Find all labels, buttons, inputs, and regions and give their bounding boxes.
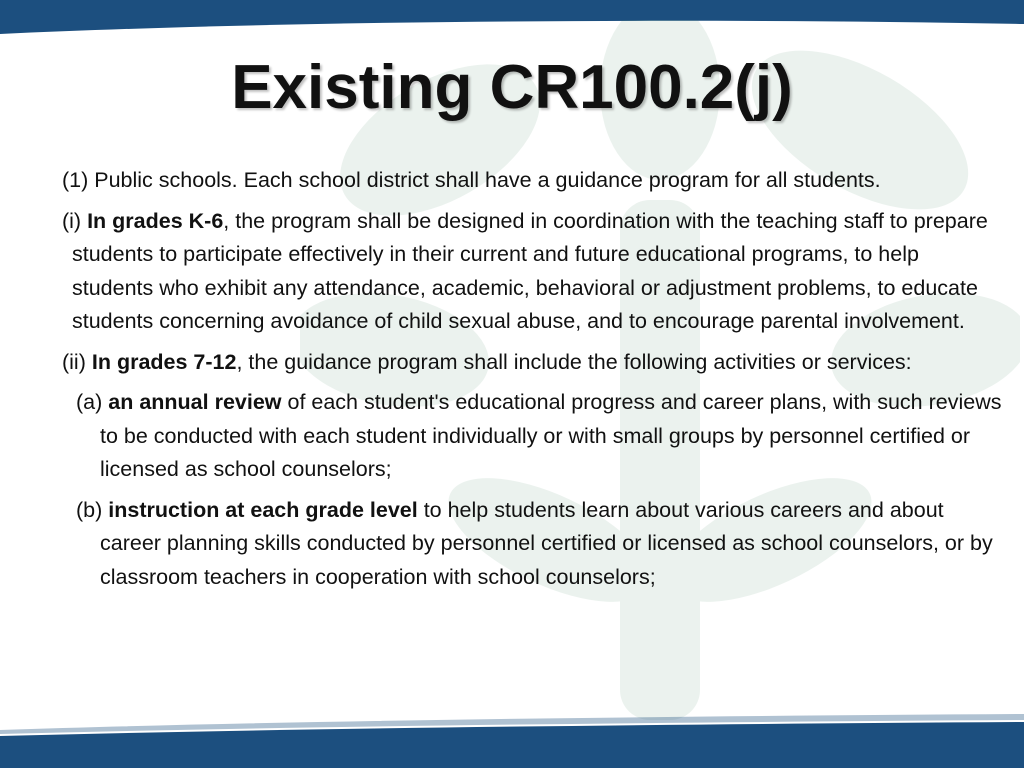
paragraph-grades-7-12-text: , the guidance program shall include the following activities or services: <box>236 349 912 374</box>
paragraph-grades-7-12-prefix: (ii) <box>62 349 92 374</box>
slide-body <box>62 164 1002 601</box>
paragraph-annual-review-emphasis: an annual review <box>108 390 282 414</box>
paragraph-annual-review-prefix: (a) <box>76 390 109 414</box>
paragraph-grades-k6-prefix: (i) <box>62 208 88 233</box>
bottom-banner <box>0 708 1024 768</box>
paragraph-grade-instruction-text: to help students learn about various careers and about career planning skills conducted by personnel certified or licensed as school counselors, or by classroom teachers in cooperation with school counselors; <box>100 497 993 589</box>
paragraph-grade-instruction-emphasis: instruction at each grade level <box>108 497 418 522</box>
paragraph-grades-k6-emphasis: In grades K-6 <box>87 208 224 233</box>
paragraph-grade-instruction-prefix: (b) <box>76 497 109 522</box>
paragraph-grades-k6-text: , the program shall be designed in coordination with the teaching staff to prepare students to participate effectively in their current and future educational programs, to help students who exhibit any attendance, academic, behavioral or adjustment problems, to educate students concerning avoidance of child sexual abuse, and to encourage parental involvement. <box>72 208 988 333</box>
slide-title: Existing CR100.2(j) <box>231 53 793 122</box>
paragraph-public-schools-text: (1) Public schools. Each school district shall have a guidance program for all students. <box>62 168 881 192</box>
paragraph-grades-k6 <box>62 205 1002 339</box>
paragraph-grade-instruction <box>76 494 1002 595</box>
paragraph-annual-review-text: of each student's educational progress and career plans, with such reviews to be conducted with each student individually or with small groups by personnel certified or licensed as school counselors; <box>100 390 1002 481</box>
paragraph-grades-7-12 <box>62 346 1002 380</box>
paragraph-annual-review <box>76 386 1002 487</box>
paragraph-grades-7-12-emphasis: In grades 7-12 <box>91 349 237 374</box>
paragraph-public-schools <box>62 164 1002 198</box>
